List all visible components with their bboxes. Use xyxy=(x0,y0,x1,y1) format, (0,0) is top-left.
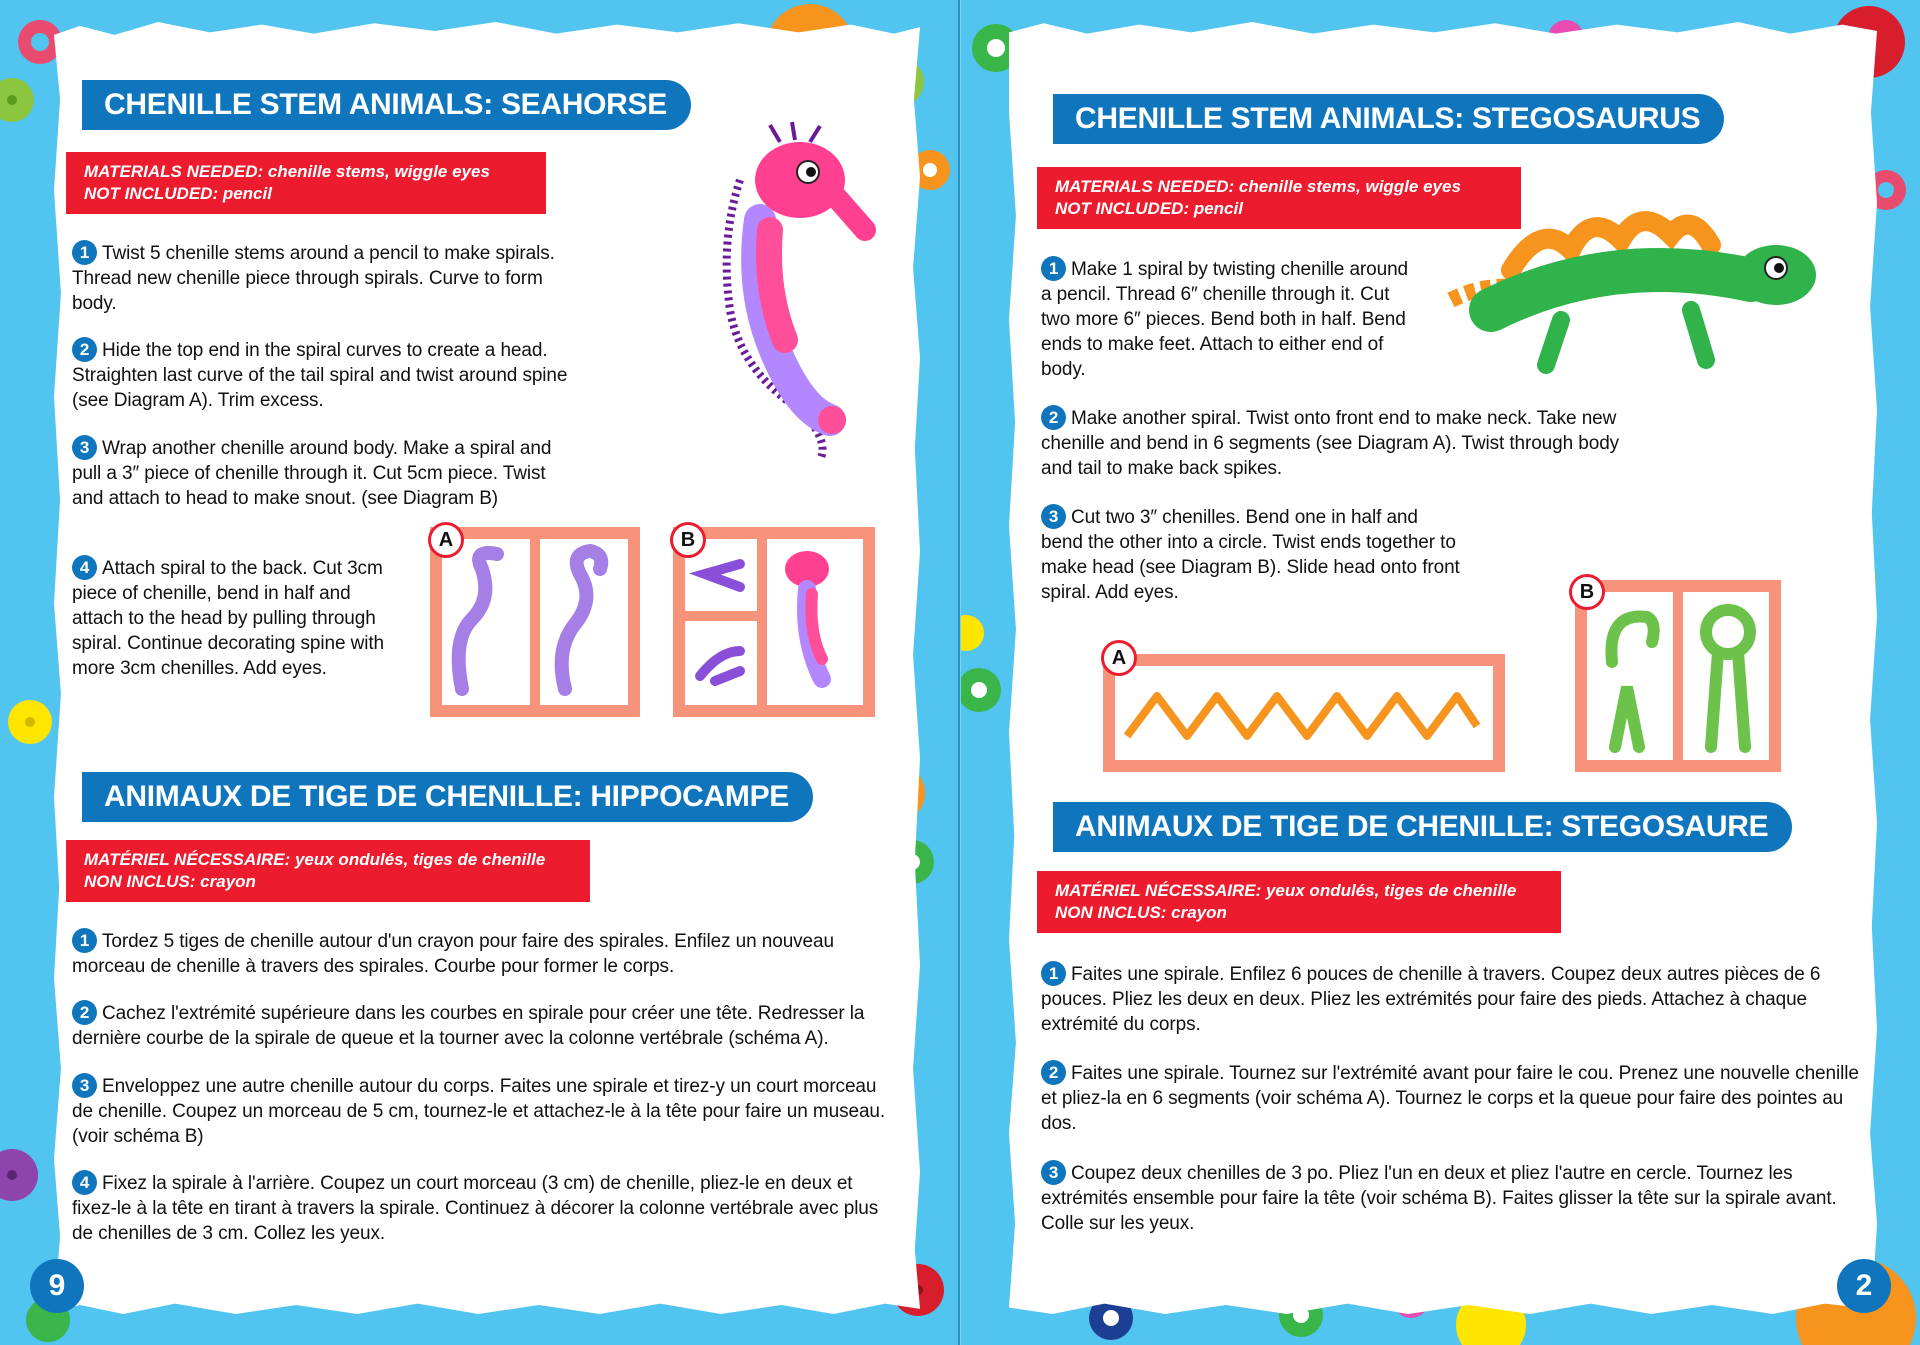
not-included-value: pencil xyxy=(1189,199,1243,218)
materials-label: MATERIALS NEEDED: xyxy=(1055,177,1235,196)
step-number: 3 xyxy=(1041,504,1066,529)
seahorse-illustration xyxy=(680,120,920,480)
step-2 xyxy=(72,337,572,413)
step-number: 2 xyxy=(72,337,97,362)
step-number: 4 xyxy=(72,1170,97,1195)
step-number: 2 xyxy=(1041,1060,1066,1085)
step-text: Cut two 3″ chenilles. Bend one in half and bend the other into a circle. Twist ends together to make head (see Diagram B). Slide head onto front spiral. Add eyes. xyxy=(1041,507,1460,603)
page-number: 2 xyxy=(1837,1259,1891,1313)
page-title-hippocampe: ANIMAUX DE TIGE DE CHENILLE: HIPPOCAMPE xyxy=(82,772,813,822)
diagram-a xyxy=(1103,654,1505,772)
step-1 xyxy=(1041,256,1411,382)
sequin-yellow xyxy=(961,615,984,651)
dino-head-illustration xyxy=(1683,592,1769,760)
page-number: 9 xyxy=(30,1259,84,1313)
diagram-a xyxy=(430,527,640,717)
step-number: 4 xyxy=(72,555,97,580)
step-1-fr xyxy=(1041,961,1861,1037)
step-3-fr xyxy=(1041,1160,1861,1236)
step-text: Faites une spirale. Tournez sur l'extrémité avant pour faire le cou. Prenez une nouvelle chenille et pliez-la en 6 segments (voir schéma A). Tournez le corps et la queue pour faire des pointes au dos. xyxy=(1041,1063,1859,1134)
step-number: 1 xyxy=(72,928,97,953)
not-included-label: NOT INCLUDED: xyxy=(84,184,219,203)
step-3-fr xyxy=(72,1073,892,1149)
diagram-a-badge: A xyxy=(428,522,464,558)
step-number: 2 xyxy=(1041,405,1066,430)
page-title-stegosaure: ANIMAUX DE TIGE DE CHENILLE: STEGOSAURE xyxy=(1053,802,1792,852)
step-number: 3 xyxy=(72,1073,97,1098)
step-text: Faites une spirale. Enfilez 6 pouces de chenille à travers. Coupez deux autres pièces de 6 pouces. Pliez les deux en deux. Pliez les extrémités pour faire des pieds. Attachez à chaque extrémité du corps. xyxy=(1041,964,1821,1035)
step-2-fr xyxy=(72,1000,892,1051)
zigzag-chenille-illustration xyxy=(1115,666,1493,760)
step-text: Hide the top end in the spiral curves to create a head. Straighten last curve of the tail spiral and twist around spine (see Diagram A). Trim excess. xyxy=(72,340,568,411)
materials-value: chenille stems, wiggle eyes xyxy=(263,162,490,181)
step-2 xyxy=(1041,405,1621,481)
step-4 xyxy=(72,555,392,681)
materials-value: yeux ondulés, tiges de chenille xyxy=(290,850,546,869)
spiral-illustration xyxy=(540,539,628,705)
step-text: Twist 5 chenille stems around a pencil to make spirals. Thread new chenille piece through spirals. Curve to form body. xyxy=(72,243,555,314)
step-text: Enveloppez une autre chenille autour du corps. Faites une spirale et tirez-y un court morceau de chenille. Coupez un morceau de 5 cm, tournez-le et attachez-le à la tête pour faire un museau. (voir schéma B) xyxy=(72,1076,886,1147)
materials-box-fr xyxy=(66,840,590,902)
diagram-b xyxy=(673,527,875,717)
step-3 xyxy=(72,435,572,511)
step-number: 3 xyxy=(1041,1160,1066,1185)
step-text: Wrap another chenille around body. Make a spiral and pull a 3″ piece of chenille through it. Cut 5cm piece. Twist and attach to head to make snout. (see Diagram B) xyxy=(72,438,552,509)
materials-value: yeux ondulés, tiges de chenille xyxy=(1261,881,1517,900)
stegosaurus-illustration xyxy=(1431,190,1831,390)
not-included-label: NOT INCLUDED: xyxy=(1055,199,1190,218)
materials-box xyxy=(66,152,546,214)
step-text: Attach spiral to the back. Cut 3cm piece of chenille, bend in half and attach to the head by pulling through spiral. Continue decorating spine with more 3cm chenilles. Add eyes. xyxy=(72,558,384,679)
chenille-pieces-illustration xyxy=(1587,592,1673,760)
sequin-purple xyxy=(0,1149,38,1201)
diagram-b-badge: B xyxy=(670,522,706,558)
step-3 xyxy=(1041,504,1461,605)
materials-value: chenille stems, wiggle eyes xyxy=(1234,177,1461,196)
right-page xyxy=(960,0,1920,1345)
page-title-stegosaurus: CHENILLE STEM ANIMALS: STEGOSAURUS xyxy=(1053,94,1724,144)
step-number: 3 xyxy=(72,435,97,460)
diagram-b xyxy=(1575,580,1781,772)
step-text: Coupez deux chenilles de 3 po. Pliez l'un en deux et pliez l'autre en cercle. Tournez les extrémités ensemble pour faire la tête (voir schéma B). Faites glisser la tête sur la spirale avant. Colle sur les yeux. xyxy=(1041,1163,1837,1234)
step-text: Make 1 spiral by twisting chenille around a pencil. Thread 6″ chenille through it. Cut two more 6″ pieces. Bend both in half. Bend ends to make feet. Attach to either end of body. xyxy=(1041,259,1409,380)
step-4-fr xyxy=(72,1170,892,1246)
spiral-illustration xyxy=(442,539,530,705)
seahorse-small-illustration xyxy=(767,539,863,705)
materials-label: MATERIALS NEEDED: xyxy=(84,162,264,181)
materials-label: MATÉRIEL NÉCESSAIRE: xyxy=(1055,881,1262,900)
step-number: 1 xyxy=(1041,256,1066,281)
not-included-label: NON INCLUS: xyxy=(84,872,196,891)
diagram-a-badge: A xyxy=(1101,640,1137,676)
step-text: Cachez l'extrémité supérieure dans les courbes en spirale pour créer une tête. Redresser la dernière courbe de la spirale de queue et la tourner avec la colonne vertébrale (schéma A). xyxy=(72,1003,865,1049)
page-title-seahorse: CHENILLE STEM ANIMALS: SEAHORSE xyxy=(82,80,691,130)
step-1 xyxy=(72,240,572,316)
step-text: Make another spiral. Twist onto front end to make neck. Take new chenille and bend in 6 segments (see Diagram A). Twist through body and tail to make back spikes. xyxy=(1041,408,1620,479)
step-2-fr xyxy=(1041,1060,1861,1136)
not-included-value: crayon xyxy=(1166,903,1227,922)
not-included-value: pencil xyxy=(218,184,272,203)
twisted-chenille-illustration xyxy=(685,621,757,705)
materials-label: MATÉRIEL NÉCESSAIRE: xyxy=(84,850,291,869)
step-1-fr xyxy=(72,928,892,979)
step-text: Tordez 5 tiges de chenille autour d'un crayon pour faire des spirales. Enfilez un nouveau morceau de chenille à travers des spirales. Courbe pour former le corps. xyxy=(72,931,834,977)
materials-box-fr xyxy=(1037,871,1561,933)
not-included-value: crayon xyxy=(195,872,256,891)
not-included-label: NON INCLUS: xyxy=(1055,903,1167,922)
step-number: 1 xyxy=(1041,961,1066,986)
step-text: Fixez la spirale à l'arrière. Coupez un court morceau (3 cm) de chenille, pliez-le en deux et fixez-le à la tête en tirant à travers la spirale. Continuez à décorer la colonne vertébrale avec plus de chenilles de 3 cm. Collez les yeux. xyxy=(72,1173,879,1244)
step-number: 2 xyxy=(72,1000,97,1025)
step-number: 1 xyxy=(72,240,97,265)
diagram-b-badge: B xyxy=(1569,574,1605,610)
